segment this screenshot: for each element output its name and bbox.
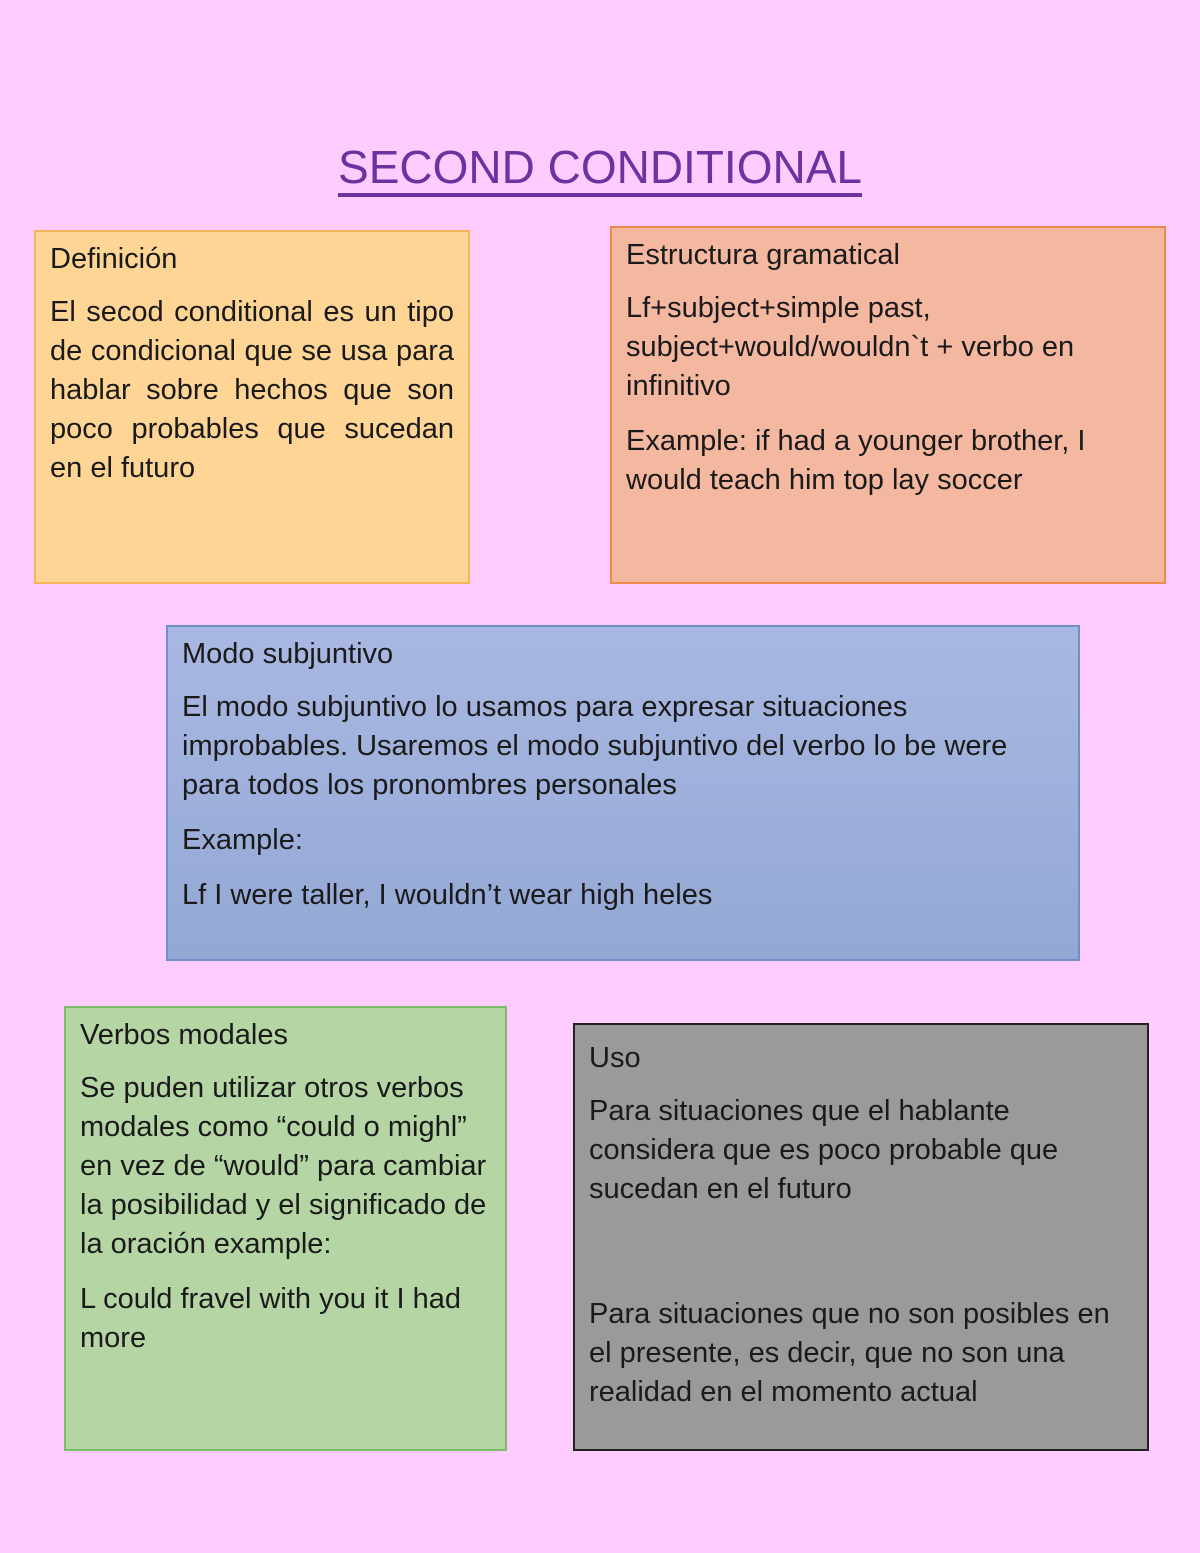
uso-box — [573, 1023, 1149, 1451]
modo-example-label: Example: — [182, 824, 303, 856]
estructura-example: Example: if had a younger brother, I would teach him top lay soccer — [626, 425, 1086, 496]
page-title: SECOND CONDITIONAL — [0, 140, 1200, 194]
verbos-example: L could fravel with you it I had more — [80, 1283, 461, 1354]
uso-item-2: Para situaciones que no son posibles en el presente, es decir, que no son una realidad en el momento actual — [589, 1298, 1110, 1408]
modo-subjuntivo-box — [166, 625, 1080, 961]
uso-item-1: Para situaciones que el hablante considera que es poco probable que sucedan en el futuro — [589, 1095, 1059, 1205]
uso-heading: Uso — [589, 1042, 641, 1074]
definicion-text: El secod conditional es un tipo de condicional que se usa para hablar sobre hechos que son poco probables que sucedan en el futuro — [50, 296, 454, 484]
verbos-text: Se puden utilizar otros verbos modales como “could o mighl” en vez de “would” para cambiar la posibilidad y el significado de la oración example: — [80, 1072, 487, 1260]
estructura-formula: Lf+subject+simple past, subject+would/wouldn`t + verbo en infinitivo — [626, 292, 1075, 402]
definicion-box — [34, 230, 470, 584]
modo-text: El modo subjuntivo lo usamos para expresar situaciones improbables. Usaremos el modo subjuntivo del verbo lo be were para todos los pronombres personales — [182, 691, 1008, 801]
definicion-heading: Definición — [50, 243, 178, 275]
spacer — [589, 1225, 1133, 1295]
verbos-modales-box — [64, 1006, 507, 1451]
modo-example: Lf I were taller, I wouldn’t wear high heles — [182, 879, 713, 911]
modo-heading: Modo subjuntivo — [182, 638, 394, 670]
estructura-heading: Estructura gramatical — [626, 239, 900, 271]
verbos-heading: Verbos modales — [80, 1019, 288, 1051]
estructura-box — [610, 226, 1166, 584]
